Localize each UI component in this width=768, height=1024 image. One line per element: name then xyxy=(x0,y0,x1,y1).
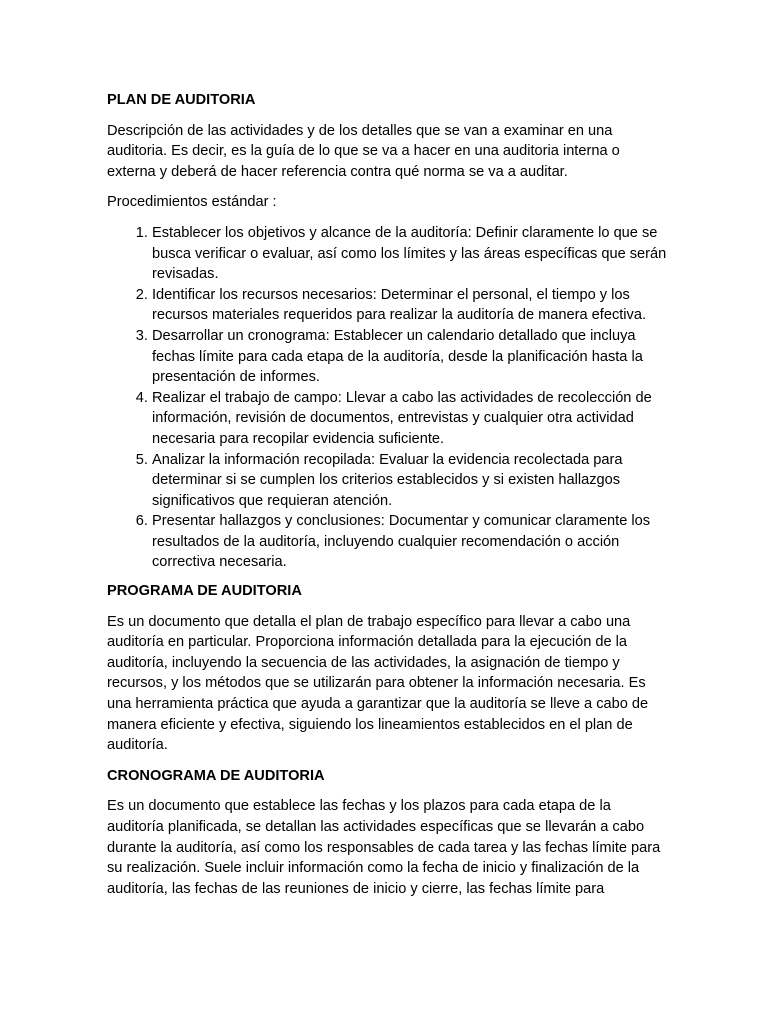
procedures-list xyxy=(107,223,667,573)
section-paragraph: Es un documento que establece las fechas y los plazos para cada etapa de la auditoría planificada, se detallan las actividades específicas que se llevarán a cabo durante la auditoría, así como los responsables de cada tarea y las fechas límite para su realización. Suele incluir información como la fecha de inicio y finalización de la auditoría, las fechas de las reuniones de inicio y cierre, las fechas límite para xyxy=(107,798,661,897)
list-item: 1. Establecer los objetivos y alcance de la auditoría: Definir claramente lo que se busca verificar o evaluar, así como los límites y las áreas específicas que serán revisadas. xyxy=(152,223,667,285)
list-item: 3. Desarrollar un cronograma: Establecer un calendario detallado que incluya fechas límite para cada etapa de la auditoría, desde la planificación hasta la presentación de informes. xyxy=(152,326,667,388)
section-cronograma-de-auditoria xyxy=(107,766,667,900)
list-item: 2. Identificar los recursos necesarios: Determinar el personal, el tiempo y los recursos materiales requeridos para realizar la auditoría de manera efectiva. xyxy=(152,285,667,326)
document-page xyxy=(107,90,667,909)
list-item: 6. Presentar hallazgos y conclusiones: Documentar y comunicar claramente los resultados de la auditoría, incluyendo cualquier recomendación o acción correctiva necesaria. xyxy=(152,511,667,573)
section-title: PROGRAMA DE AUDITORIA xyxy=(107,583,302,600)
list-item: 4. Realizar el trabajo de campo: Llevar a cabo las actividades de recolección de información, revisión de documentos, entrevistas y cualquier otra actividad necesaria para recopilar evidencia suficiente. xyxy=(152,388,667,450)
section-programa-de-auditoria xyxy=(107,581,667,756)
section-title: PLAN DE AUDITORIA xyxy=(107,92,256,108)
section-paragraph: Descripción de las actividades y de los detalles que se van a examinar en una auditoria. Es decir, es la guía de lo que se va a hacer en una auditoria interna o externa y deberá de hacer referencia contra qué norma se va a auditar. xyxy=(107,122,620,180)
list-item: 5. Analizar la información recopilada: Evaluar la evidencia recolectada para determinar si se cumplen los criterios establecidos y si existen hallazgos significativos que requieran atención. xyxy=(152,450,667,512)
section-title: CRONOGRAMA DE AUDITORIA xyxy=(107,767,325,784)
section-paragraph: Es un documento que detalla el plan de trabajo específico para llevar a cabo una auditoría en particular. Proporciona información detallada para la ejecución de la auditoría, incluyendo la secuencia de las actividades, la asignación de tiempo y recursos, y los métodos que se utilizarán para obtener la información necesaria. Es una herramienta práctica que ayuda a garantizar que la auditoría se lleve a cabo de manera eficiente y efectiva, siguiendo los lineamientos establecidos en el plan de auditoría. xyxy=(107,613,649,754)
list-intro: Procedimientos estándar : xyxy=(107,194,277,211)
section-plan-de-auditoria xyxy=(107,90,667,573)
